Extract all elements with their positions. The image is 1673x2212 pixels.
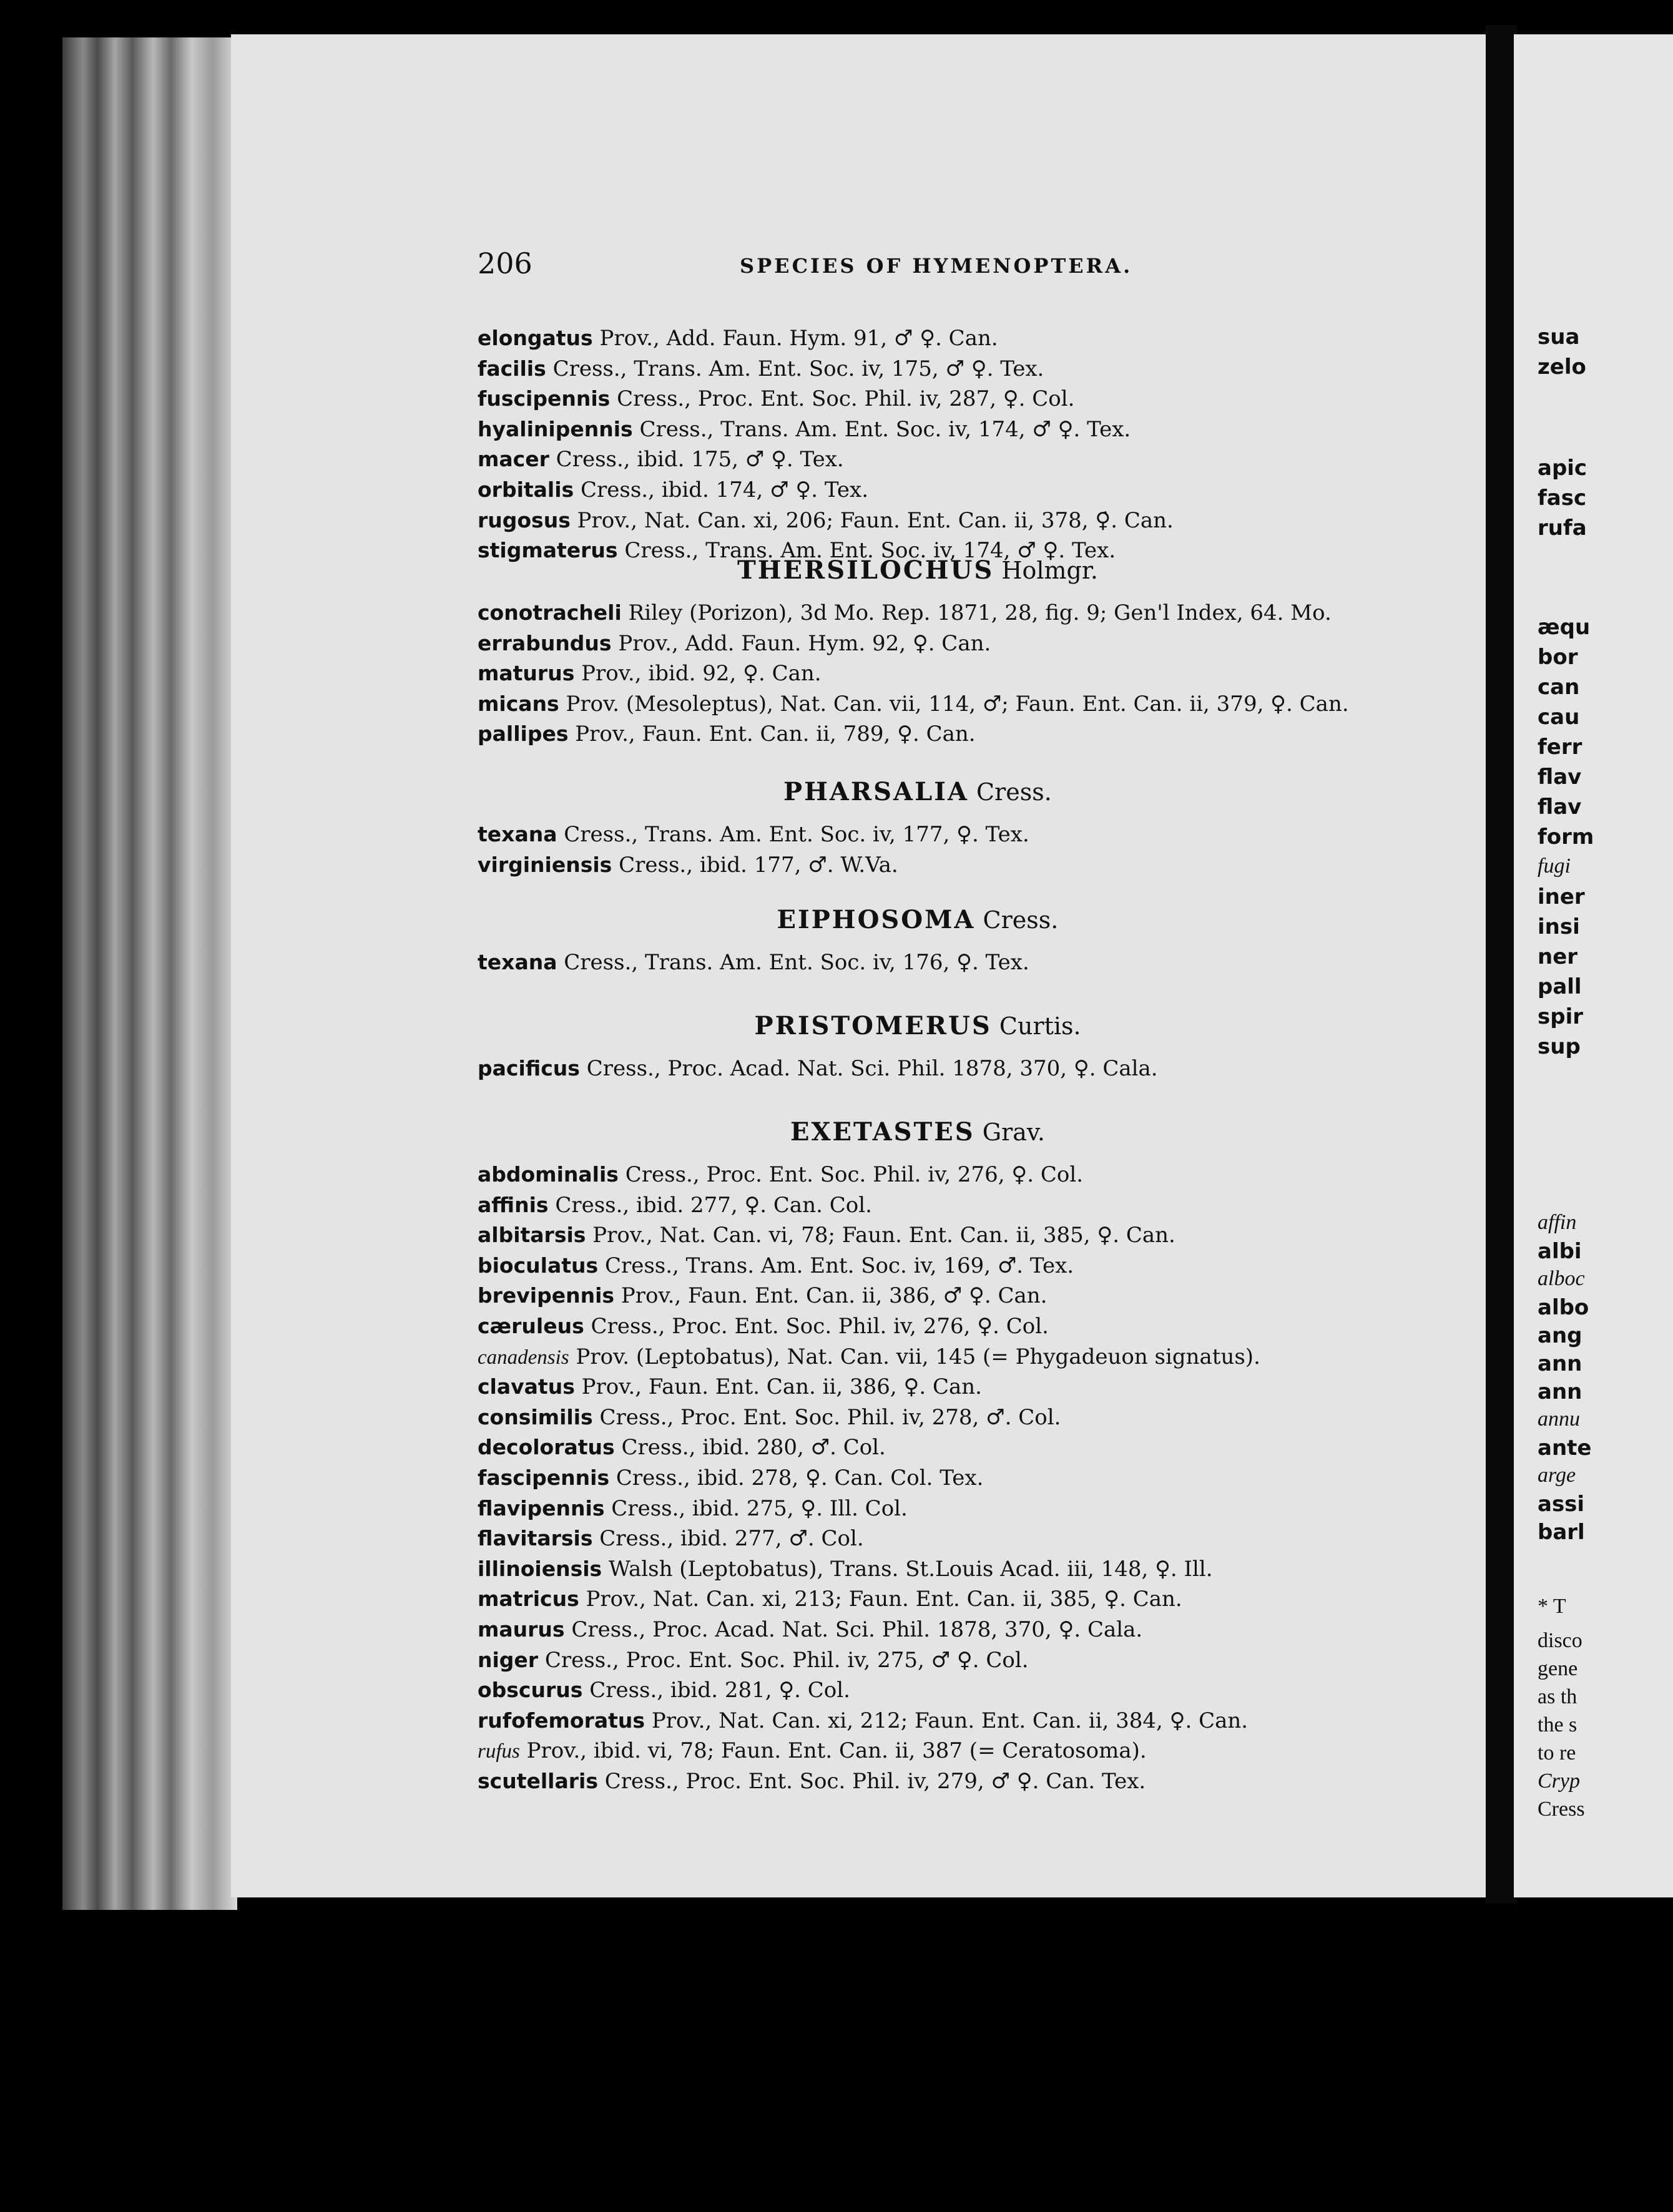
species-entry: [478, 821, 1029, 848]
next-page-line: assi: [1538, 1492, 1585, 1517]
species-citation: Cress., Trans. Am. Ent. Soc. iv, 174, ♂ ♀. Tex.: [617, 538, 1116, 564]
next-page-line: zelo: [1538, 355, 1586, 379]
page-number: 206: [478, 247, 532, 280]
species-entry: [478, 446, 844, 473]
species-name: brevipennis: [478, 1283, 615, 1308]
species-citation: Prov., Faun. Ent. Can. ii, 386, ♂ ♀. Can.: [614, 1283, 1047, 1309]
species-name: fuscipennis: [478, 386, 611, 411]
species-name: pallipes: [478, 722, 569, 746]
genus-heading: [783, 777, 1052, 806]
species-citation: Prov., Faun. Ent. Can. ii, 789, ♀. Can.: [568, 722, 976, 747]
species-name: fascipennis: [478, 1466, 610, 1490]
species-entry: [478, 385, 1074, 413]
species-name: rufus: [478, 1740, 520, 1763]
species-name: rugosus: [478, 507, 571, 532]
next-page-line: spir: [1538, 1004, 1583, 1029]
genus-heading: [755, 1011, 1081, 1040]
genus-author: Curtis.: [991, 1012, 1081, 1040]
species-entry: [478, 1434, 886, 1461]
species-name: flavitarsis: [478, 1526, 593, 1551]
species-name: decoloratus: [478, 1435, 615, 1460]
next-page-line: sua: [1538, 325, 1580, 350]
next-page-line: pall: [1538, 974, 1582, 999]
next-page-line: annu: [1538, 1407, 1580, 1431]
species-entry: [478, 325, 998, 352]
species-entry: [478, 476, 868, 504]
genus-author: Cress.: [968, 778, 1052, 806]
next-page-line: albi: [1538, 1239, 1582, 1264]
species-entry: [478, 1313, 1049, 1340]
species-entry: [478, 1768, 1146, 1795]
genus-author: Holmgr.: [994, 557, 1098, 584]
species-entry: [478, 1221, 1175, 1249]
species-name: orbitalis: [478, 477, 574, 502]
next-page-line: flav: [1538, 795, 1582, 820]
next-page-line: ang: [1538, 1323, 1582, 1348]
book-page-edges: [62, 37, 237, 1910]
species-name: texana: [478, 822, 557, 846]
next-page-line: sup: [1538, 1034, 1581, 1059]
species-entry: [478, 660, 822, 687]
species-name: facilis: [478, 356, 546, 381]
species-name: flavipennis: [478, 1495, 605, 1520]
species-name: albitarsis: [478, 1223, 586, 1248]
species-entry: [478, 720, 976, 748]
next-page-line: as th: [1538, 1685, 1577, 1708]
species-name: maturus: [478, 661, 575, 686]
species-citation: Cress., Trans. Am. Ent. Soc. iv, 177, ♀. Tex.: [557, 822, 1029, 847]
species-name: hyalinipennis: [478, 416, 633, 441]
species-name: virginiensis: [478, 852, 612, 877]
species-entry: [478, 1192, 872, 1219]
species-name: pacificus: [478, 1056, 580, 1080]
species-name: maurus: [478, 1617, 565, 1642]
species-citation: Cress., ibid. 278, ♀. Can. Col. Tex.: [609, 1466, 984, 1490]
next-page-line: fugi: [1538, 854, 1571, 878]
next-page-line: arge: [1538, 1464, 1576, 1487]
species-citation: Cress., Proc. Acad. Nat. Sci. Phil. 1878, 370, ♀. Cala.: [579, 1056, 1158, 1081]
species-citation: Prov., Nat. Can. vi, 78; Faun. Ent. Can. ii, 385, ♀. Can.: [586, 1223, 1175, 1248]
species-citation: Cress., ibid. 174, ♂ ♀. Tex.: [574, 477, 869, 502]
next-page-line: can: [1538, 675, 1580, 700]
species-citation: Cress., Trans. Am. Ent. Soc. iv, 169, ♂. Tex.: [598, 1253, 1074, 1278]
species-citation: Prov. (Leptobatus), Nat. Can. vii, 145 (= Phygadeuon signatus).: [569, 1344, 1260, 1369]
genus-author: Cress.: [975, 906, 1059, 934]
genus-heading: [777, 905, 1059, 934]
species-citation: Prov., Nat. Can. xi, 212; Faun. Ent. Can. ii, 384, ♀. Can.: [645, 1708, 1249, 1733]
species-entry: [478, 1373, 982, 1401]
next-page-fragment: [1514, 34, 1673, 1897]
species-name: obscurus: [478, 1678, 583, 1703]
species-entry: [478, 599, 1332, 627]
species-entry: [478, 1525, 864, 1552]
next-page-line: form: [1538, 825, 1594, 849]
next-page-line: ner: [1538, 944, 1578, 969]
next-page-line: ann: [1538, 1351, 1582, 1376]
species-entry: [478, 851, 898, 879]
species-name: affinis: [478, 1192, 549, 1217]
species-entry: [478, 1616, 1142, 1643]
species-entry: [478, 507, 1174, 534]
species-name: macer: [478, 447, 549, 472]
next-page-line: æqu: [1538, 615, 1591, 640]
species-name: micans: [478, 691, 559, 716]
species-name: canadensis: [478, 1346, 569, 1369]
genus-heading: [790, 1117, 1045, 1147]
species-citation: Cress., ibid. 277, ♀. Can. Col.: [548, 1192, 872, 1218]
next-page-line: rufa: [1538, 516, 1587, 541]
species-citation: Prov., Add. Faun. Hym. 92, ♀. Can.: [611, 630, 991, 656]
next-page-line: Cryp: [1538, 1769, 1580, 1793]
species-name: texana: [478, 950, 557, 974]
next-page-line: barl: [1538, 1520, 1585, 1545]
species-citation: Prov., ibid. 92, ♀. Can.: [574, 661, 822, 687]
species-entry: [478, 630, 991, 657]
species-entry: [478, 1464, 983, 1492]
species-name: conotracheli: [478, 600, 622, 625]
species-citation: Prov., Faun. Ent. Can. ii, 386, ♀. Can.: [574, 1374, 982, 1400]
next-page-line: ann: [1538, 1379, 1582, 1404]
species-citation: Cress., ibid. 177, ♂. W.Va.: [612, 852, 898, 878]
next-page-line: insi: [1538, 914, 1580, 939]
next-page-line: ante: [1538, 1436, 1592, 1461]
species-citation: Cress., Trans. Am. Ent. Soc. iv, 175, ♂ ♀. Tex.: [546, 356, 1044, 381]
species-name: stigmaterus: [478, 538, 618, 563]
species-entry: [478, 949, 1029, 976]
species-name: niger: [478, 1647, 539, 1672]
book-gutter: [1486, 25, 1517, 1904]
next-page-line: gene: [1538, 1657, 1578, 1680]
species-entry: [478, 1495, 908, 1522]
species-citation: Cress., ibid. 281, ♀. Col.: [582, 1678, 850, 1703]
next-page-line: apic: [1538, 456, 1587, 481]
species-entry: [478, 1252, 1074, 1280]
species-citation: Cress., ibid. 277, ♂. Col.: [592, 1526, 864, 1552]
species-citation: Cress., Proc. Ent. Soc. Phil. iv, 287, ♀. Col.: [610, 386, 1075, 412]
species-citation: Cress., ibid. 275, ♀. Ill. Col.: [604, 1495, 908, 1521]
page-header: [478, 247, 1389, 290]
species-entry: [478, 1161, 1083, 1188]
species-citation: Cress., Proc. Acad. Nat. Sci. Phil. 1878, 370, ♀. Cala.: [564, 1617, 1143, 1642]
species-citation: Cress., Proc. Ent. Soc. Phil. iv, 276, ♀. Col.: [618, 1162, 1084, 1187]
species-citation: Cress., ibid. 280, ♂. Col.: [614, 1435, 886, 1461]
genus-author: Grav.: [974, 1118, 1045, 1146]
species-entry: [478, 1343, 1260, 1371]
next-page-line: * T: [1538, 1595, 1566, 1618]
next-page-line: flav: [1538, 765, 1582, 790]
species-citation: Cress., Proc. Ent. Soc. Phil. iv, 276, ♀. Col.: [584, 1314, 1049, 1339]
next-page-line: bor: [1538, 645, 1578, 670]
species-name: matricus: [478, 1587, 579, 1612]
genus-name: EXETASTES: [790, 1117, 975, 1147]
species-name: clavatus: [478, 1374, 575, 1399]
species-name: abdominalis: [478, 1162, 619, 1187]
species-entry: [478, 690, 1349, 718]
species-citation: Cress., Trans. Am. Ent. Soc. iv, 174, ♂ ♀. Tex.: [632, 416, 1131, 442]
species-citation: Cress., Proc. Ent. Soc. Phil. iv, 278, ♂. Col.: [592, 1404, 1061, 1430]
species-entry: [478, 1282, 1047, 1309]
genus-heading: [737, 555, 1098, 585]
running-head: SPECIES OF HYMENOPTERA.: [740, 254, 1133, 278]
species-name: cæruleus: [478, 1314, 584, 1338]
species-entry: [478, 1676, 850, 1704]
genus-name: THERSILOCHUS: [737, 555, 994, 585]
species-citation: Prov., Add. Faun. Hym. 91, ♂ ♀. Can.: [592, 326, 998, 351]
next-page-line: fasc: [1538, 486, 1587, 511]
genus-name: PHARSALIA: [783, 777, 969, 806]
species-entry: [478, 1585, 1182, 1613]
genus-name: EIPHOSOMA: [777, 905, 976, 934]
next-page-line: ferr: [1538, 735, 1582, 760]
species-entry: [478, 1707, 1248, 1735]
species-citation: Walsh (Leptobatus), Trans. St.Louis Acad. iii, 148, ♀. Ill.: [602, 1556, 1213, 1582]
next-page-line: cau: [1538, 705, 1580, 730]
next-page-line: Cress: [1538, 1798, 1585, 1821]
species-citation: Riley (Porizon), 3d Mo. Rep. 1871, 28, fig. 9; Gen'l Index, 64. Mo.: [621, 600, 1332, 625]
next-page-line: to re: [1538, 1741, 1576, 1764]
species-citation: Prov., ibid. vi, 78; Faun. Ent. Can. ii, 387 (= Ceratosoma).: [519, 1738, 1147, 1764]
species-name: errabundus: [478, 630, 612, 655]
species-entry: [478, 1647, 1029, 1674]
next-page-line: albo: [1538, 1295, 1589, 1320]
species-entry: [478, 416, 1131, 443]
next-page-line: disco: [1538, 1629, 1582, 1652]
next-page-line: affin: [1538, 1211, 1577, 1234]
species-name: scutellaris: [478, 1769, 598, 1793]
species-name: elongatus: [478, 326, 593, 350]
next-page-line: alboc: [1538, 1267, 1585, 1290]
species-name: rufofemoratus: [478, 1708, 645, 1733]
species-citation: Cress., Proc. Ent. Soc. Phil. iv, 279, ♂ ♀. Can. Tex.: [597, 1769, 1146, 1794]
species-citation: Prov., Nat. Can. xi, 206; Faun. Ent. Can. ii, 378, ♀̇. Can.: [570, 507, 1174, 533]
genus-name: PRISTOMERUS: [754, 1011, 992, 1040]
next-page-line: iner: [1538, 884, 1585, 909]
species-entry: [478, 1055, 1158, 1082]
species-name: consimilis: [478, 1404, 593, 1429]
species-citation: Cress., ibid. 175, ♂ ♀. Tex.: [549, 447, 844, 472]
species-citation: Prov., Nat. Can. xi, 213; Faun. Ent. Can. ii, 385, ♀. Can.: [579, 1587, 1182, 1612]
species-citation: Prov. (Mesoleptus), Nat. Can. vii, 114, ♂; Faun. Ent. Can. ii, 379, ♀. Can.: [559, 691, 1349, 717]
species-name: bioculatus: [478, 1253, 599, 1278]
species-name: illinoiensis: [478, 1556, 602, 1581]
species-entry: [478, 1404, 1061, 1431]
species-entry: [478, 355, 1044, 383]
species-entry: [478, 1737, 1147, 1765]
species-entry: [478, 1555, 1213, 1583]
next-page-line: the s: [1538, 1713, 1577, 1736]
species-citation: Cress., Trans. Am. Ent. Soc. iv, 176, ♀. Tex.: [557, 950, 1029, 975]
species-citation: Cress., Proc. Ent. Soc. Phil. iv, 275, ♂ ♀. Col.: [538, 1647, 1029, 1673]
